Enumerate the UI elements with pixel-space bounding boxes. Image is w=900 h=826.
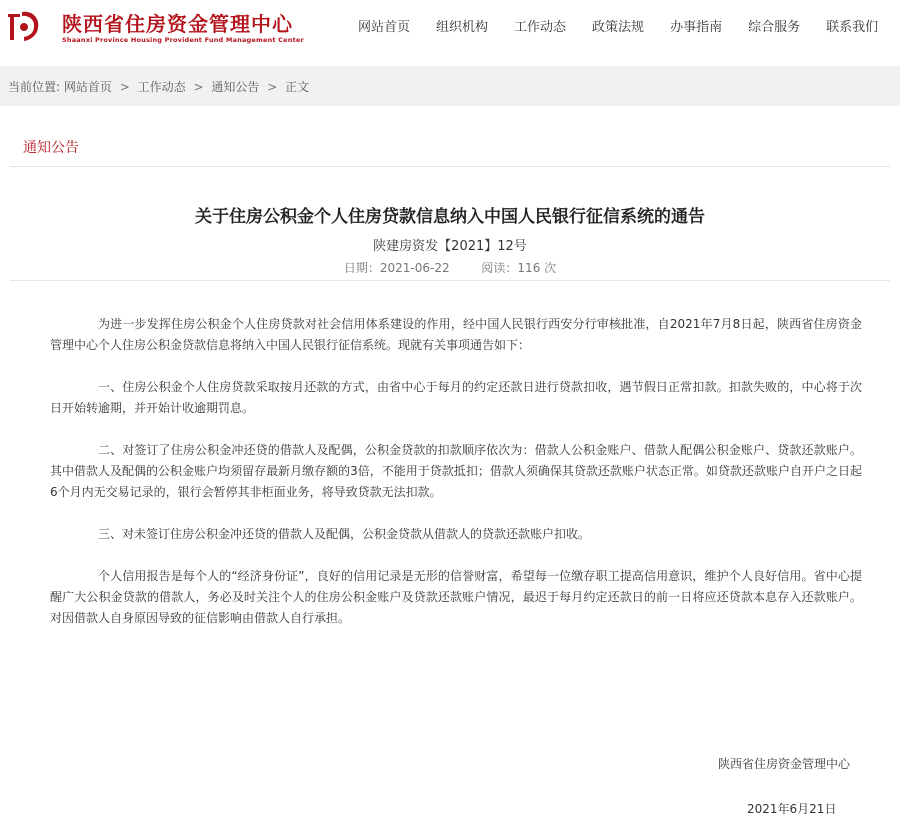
divider	[10, 280, 890, 281]
breadcrumb-current: 正文	[285, 80, 310, 94]
nav-news[interactable]: 工作动态	[514, 20, 567, 35]
section-title: 通知公告	[23, 140, 79, 156]
breadcrumb-bar	[0, 66, 900, 106]
nav-policy[interactable]: 政策法规	[592, 20, 645, 35]
emblem-icon	[4, 8, 44, 44]
breadcrumb-home[interactable]: 网站首页	[63, 80, 112, 94]
logo-title: 陕西省住房资金管理中心	[62, 12, 293, 36]
nav-contact[interactable]: 联系我们	[826, 20, 879, 35]
paragraph: 为进一步发挥住房公积金个人住房贷款对社会信用体系建设的作用，经中国人民银行西安分行审核批准，自2021年7月8日起，陕西省住房资金管理中心个人住房公积金贷款信息将纳入中国人民银行征信系统。现就有关事项通告如下：	[50, 317, 862, 352]
signature: 陕西省住房资金管理中心	[718, 757, 851, 771]
document-number: 陕建房资发【2021】12号	[373, 239, 527, 254]
breadcrumb-separator: >	[119, 80, 130, 94]
site-logo[interactable]	[4, 6, 304, 46]
breadcrumb-news[interactable]: 工作动态	[137, 80, 186, 94]
breadcrumb	[8, 78, 309, 95]
breadcrumb-separator: >	[267, 80, 278, 94]
nav-guide[interactable]: 办事指南	[670, 20, 723, 35]
article-meta	[0, 259, 900, 276]
article-title: 关于住房公积金个人住房贷款信息纳入中国人民银行征信系统的通告	[195, 207, 705, 227]
article-body	[50, 314, 862, 650]
site-header	[0, 0, 900, 66]
signature-date: 2021年6月21日	[747, 802, 837, 816]
nav-organization[interactable]: 组织机构	[436, 20, 489, 35]
breadcrumb-separator: >	[193, 80, 204, 94]
paragraph: 一、住房公积金个人住房贷款采取按月还款的方式，由省中心于每月的约定还款日进行贷款扣收，遇节假日正常扣款。扣款失败的，中心将于次日开始转逾期，并开始计收逾期罚息。	[50, 380, 862, 415]
breadcrumb-notices[interactable]: 通知公告	[211, 80, 260, 94]
view-count: 阅读：116 次	[481, 261, 557, 275]
main-nav	[358, 16, 878, 35]
nav-home[interactable]: 网站首页	[358, 20, 411, 35]
paragraph: 三、对未签订住房公积金冲还贷的借款人及配偶，公积金贷款从借款人的贷款还款账户扣收。	[98, 527, 591, 541]
breadcrumb-prefix: 当前位置:	[8, 80, 61, 94]
logo-subtitle: Shaanxi Province Housing Provident Fund Management Center	[62, 36, 304, 44]
paragraph: 个人信用报告是每个人的“经济身份证”，良好的信用记录是无形的信誉财富，希望每一位缴存职工提高信用意识，维护个人良好信用。省中心提醒广大公积金贷款的借款人，务必及时关注个人的住房公积金账户及贷款还款账户情况，最迟于每月约定还款日的前一日将应还贷款本息存入还款账户。对因借款人自身原因导致的征信影响由借款人自行承担。	[50, 569, 862, 625]
section-header	[10, 124, 890, 167]
paragraph: 二、对签订了住房公积金冲还贷的借款人及配偶，公积金贷款的扣款顺序依次为：借款人公积金账户、借款人配偶公积金账户、贷款还款账户。其中借款人及配偶的公积金账户均须留存最新月缴存额的3倍，不能用于贷款抵扣；借款人须确保其贷款还款账户状态正常。如贷款还款账户自开户之日起6个月内无交易记录的，银行会暂停其非柜面业务，将导致贷款无法扣款。	[50, 443, 862, 499]
nav-services[interactable]: 综合服务	[748, 20, 801, 35]
publish-date: 日期：2021-06-22	[343, 261, 450, 275]
